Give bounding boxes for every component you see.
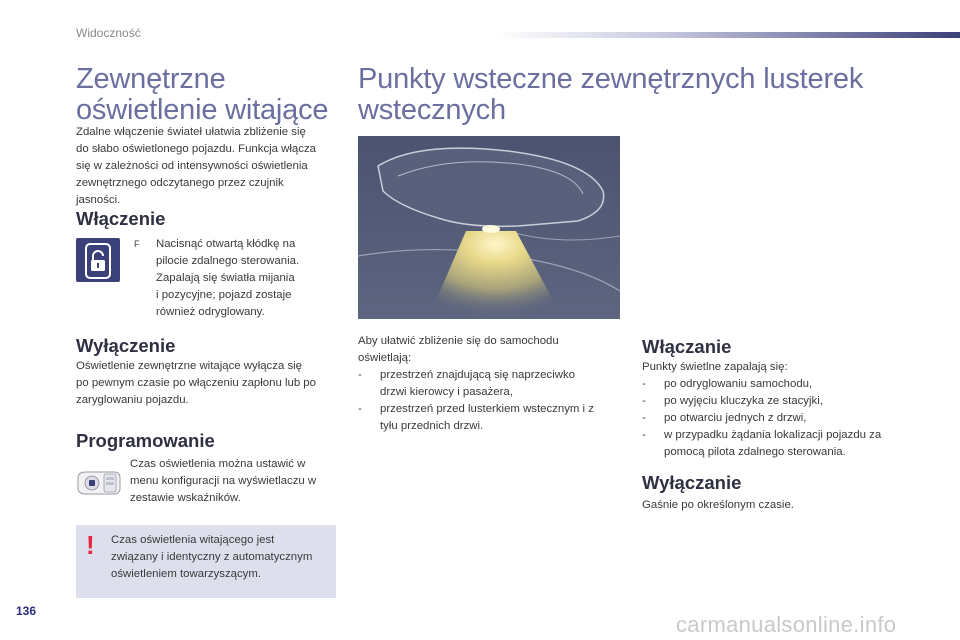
instruction-line: i pozycyjne; pojazd zostaje xyxy=(156,289,292,301)
list-item: - po wyjęciu kluczyka ze stacyjki, xyxy=(642,395,823,407)
instruction-line: również odryglowany. xyxy=(156,306,265,318)
intro-line: do słabo oświetlonego pojazdu. Funkcja włącza xyxy=(76,143,316,155)
watermark: carmanualsonline.info xyxy=(676,612,897,637)
list-item: - w przypadku żądania lokalizacji pojazdu za xyxy=(642,429,882,441)
wylaczanie-heading: Wyłączanie xyxy=(642,472,742,493)
wlaczenie-heading: Włączenie xyxy=(76,208,166,229)
left-title-line-1: Zewnętrzne xyxy=(76,63,226,95)
text-line: menu konfiguracji na wyświetlaczu w xyxy=(130,475,317,487)
text-line: Czas oświetlenia witającego jest xyxy=(111,534,275,546)
list-item-continued: drzwi kierowcy i pasażera, xyxy=(380,386,513,398)
right-main-title xyxy=(358,64,863,126)
wlaczanie-text xyxy=(642,359,922,461)
text-line: związany i identyczny z automatycznym xyxy=(111,551,313,563)
text-line: Punkty świetlne zapalają się: xyxy=(642,361,788,373)
mirror-lights-description xyxy=(358,333,628,435)
right-title-line-2: wstecznych xyxy=(358,94,506,126)
wylaczanie-text: Gaśnie po określonym czasie. xyxy=(642,499,794,511)
wylaczenie-heading: Wyłączenie xyxy=(76,335,176,356)
list-item: - po odryglowaniu samochodu, xyxy=(642,378,813,390)
page-number: 136 xyxy=(16,604,37,618)
list-item: - przestrzeń znajdującą się naprzeciwko xyxy=(358,369,576,381)
mirror-light-illustration xyxy=(358,136,620,319)
stalk-control-icon xyxy=(74,464,124,500)
warning-text xyxy=(111,532,333,583)
warning-exclamation-icon: ! xyxy=(86,530,95,560)
left-main-title xyxy=(76,64,328,126)
header-gradient-bar xyxy=(498,32,960,38)
list-item-continued: pomocą pilota zdalnego sterowania. xyxy=(664,446,846,458)
intro-line: się w zależności od intensywności oświetlenia xyxy=(76,160,308,172)
unlock-key-icon xyxy=(76,238,120,282)
text-line: Aby ułatwić zbliżenie się do samochodu xyxy=(358,335,559,347)
intro-line: Zdalne włączenie świateł ułatwia zbliżenie się xyxy=(76,126,306,138)
intro-line: zewnętrznego odczytanego przez czujnik xyxy=(76,177,284,189)
left-intro xyxy=(76,124,346,209)
wylaczenie-text xyxy=(76,358,346,409)
text-line: oświetlają: xyxy=(358,352,412,364)
instruction-line: Zapalają się światła mijania xyxy=(156,272,295,284)
instruction-line: Nacisnąć otwartą kłódkę na xyxy=(156,238,296,250)
list-item: - po otwarciu jednych z drzwi, xyxy=(642,412,807,424)
right-title-line-1: Punkty wsteczne zewnętrznych lusterek xyxy=(358,63,864,95)
list-item-continued: tyłu przednich drzwi. xyxy=(380,420,484,432)
section-title: Widoczność xyxy=(76,26,141,40)
text-line: Oświetlenie zewnętrzne witające wyłącza się xyxy=(76,360,303,372)
text-line: po pewnym czasie po włączeniu zapłonu lub po xyxy=(76,377,316,389)
intro-line: jasności. xyxy=(76,194,121,206)
programowanie-text xyxy=(130,456,340,507)
instruction-line: pilocie zdalnego sterowania. xyxy=(156,255,300,267)
text-line: zaryglowaniu pojazdu. xyxy=(76,394,189,406)
programowanie-heading: Programowanie xyxy=(76,430,215,451)
text-line: Czas oświetlenia można ustawić w xyxy=(130,458,306,470)
list-item: - przestrzeń przed lusterkiem wstecznym i z xyxy=(358,403,594,415)
wlaczanie-heading: Włączanie xyxy=(642,336,732,357)
bullet-marker: F xyxy=(134,239,140,249)
text-line: zestawie wskaźników. xyxy=(130,492,241,504)
wlaczenie-instructions xyxy=(134,236,334,321)
left-title-line-2: oświetlenie witające xyxy=(76,94,329,126)
text-line: oświetleniem towarzyszącym. xyxy=(111,568,262,580)
